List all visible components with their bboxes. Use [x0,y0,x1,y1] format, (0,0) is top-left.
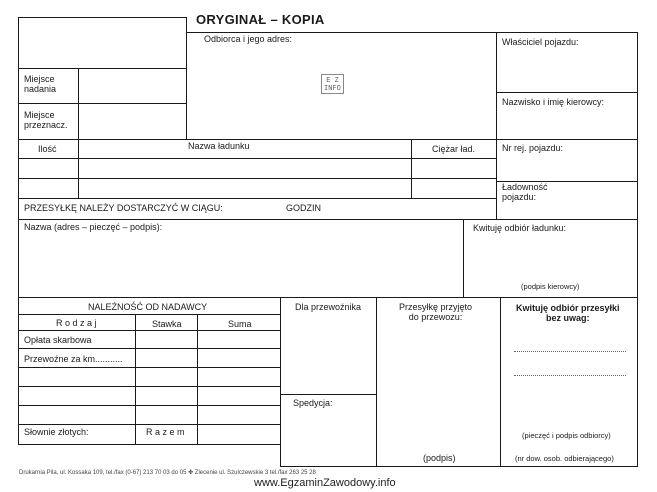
col-stawka-header: Stawka [152,319,182,329]
hline-444 [18,444,280,445]
col-divider-135 [135,314,136,444]
hline-405 [18,405,280,406]
naleznosc-header: NALEŻNOŚĆ OD NADAWCY [88,302,208,312]
site-watermark: www.EgzaminZawodowy.info [254,477,396,489]
nr-dow-osob-label: (nr dow. osob. odbierającego) [515,454,614,463]
col-divider-496 [496,32,497,219]
nazwisko-kierowcy-label: Nazwisko i imię kierowcy: [502,97,605,107]
signature-dotted-line-2 [514,375,626,376]
top-border-right [186,32,637,33]
hline-198 [18,198,496,199]
col-suma-header: Suma [228,319,252,329]
col-rodzaj-header: R o d z a j [56,318,97,328]
col-nazwa-ladunku-header: Nazwa ładunku [188,141,250,151]
hline-139 [18,139,637,140]
col-divider-280-bottom [280,444,281,466]
hline-330 [18,330,280,331]
outer-right-border [637,32,638,466]
hline-219 [18,219,637,220]
hline-158 [18,158,496,159]
form-title: ORYGINAŁ – KOPIA [196,12,325,27]
hline-178 [18,178,496,179]
hline-386 [18,386,280,387]
oplata-skarbowa-label: Opłata skarbowa [24,335,92,345]
slownie-zlotych-label: Słownie złotych: [24,427,89,437]
top-left-box-top [18,17,186,18]
col-divider-197 [197,314,198,444]
hline-103 [18,103,186,104]
miejsce-nadania-label: Miejsce nadania [24,74,57,94]
nr-rej-label: Nr rej. pojazdu: [502,143,564,153]
col-divider-78-cargo [78,139,79,198]
col-divider-500 [500,298,501,466]
col-divider-280 [280,298,281,444]
ladownosc-label: Ładowność pojazdu: [502,182,548,202]
przesylke-dostarczyc-label: PRZESYŁKĘ NALEŻY DOSTARCZYĆ W CIĄGU: [24,203,223,213]
col-ilosc-header: Ilość [38,144,57,154]
razem-label: R a z e m [146,427,185,437]
hline-92-right [496,92,637,93]
hline-68 [18,68,186,69]
col-divider-463 [463,219,464,297]
col-divider-376 [376,298,377,466]
printer-footer: Drukarnia Pila, ul. Kossaka 109, tel./fax (0-67) 213 70 03 do 05 ✤ Zlecenie ul. Szulczewskie 3 tel./fax 263 25 28 [19,470,316,476]
ez-info-logo: E Z INFO [321,74,344,94]
hline-367 [18,367,280,368]
hline-348 [18,348,280,349]
godzin-label: GODZIN [286,203,321,213]
col-divider-411 [411,139,412,198]
col-ciezar-header: Ciężar ład. [432,144,476,154]
kwituje-przesylki-label: Kwituję odbiór przesyłki bez uwag: [516,303,620,323]
bottom-border [280,466,638,467]
podpis-kierowcy-label: (podpis kierowcy) [521,282,580,291]
hline-394-mid [280,394,376,395]
podpis-label: (podpis) [423,453,456,463]
hline-297 [18,297,637,298]
hline-314 [18,314,280,315]
spedycja-label: Spedycja: [293,398,333,408]
dla-przewoznika-label: Dla przewoźnika [295,302,362,312]
wlasciciel-label: Właściciel pojazdu: [502,37,579,47]
przewozne-label: Przewoźne za km........... [24,354,123,364]
przesylke-przyjeto-label: Przesyłkę przyjęto do przewozu: [399,302,473,322]
nazwa-adres-label: Nazwa (adres – pieczęć – podpis): [24,222,163,232]
miejsce-przeznacz-label: Miejsce przeznacz. [24,110,68,130]
kwituje-ladunku-label: Kwituję odbiór ładunku: [473,223,567,233]
col-divider-186 [186,17,187,139]
pieczec-podpis-odbiorcy-label: (pieczęć i podpis odbiorcy) [522,431,611,440]
outer-left-border-bottom [18,298,19,444]
odbiorca-label: Odbiorca i jego adres: [204,34,293,44]
hline-424 [18,424,280,425]
signature-dotted-line-1 [514,351,626,352]
